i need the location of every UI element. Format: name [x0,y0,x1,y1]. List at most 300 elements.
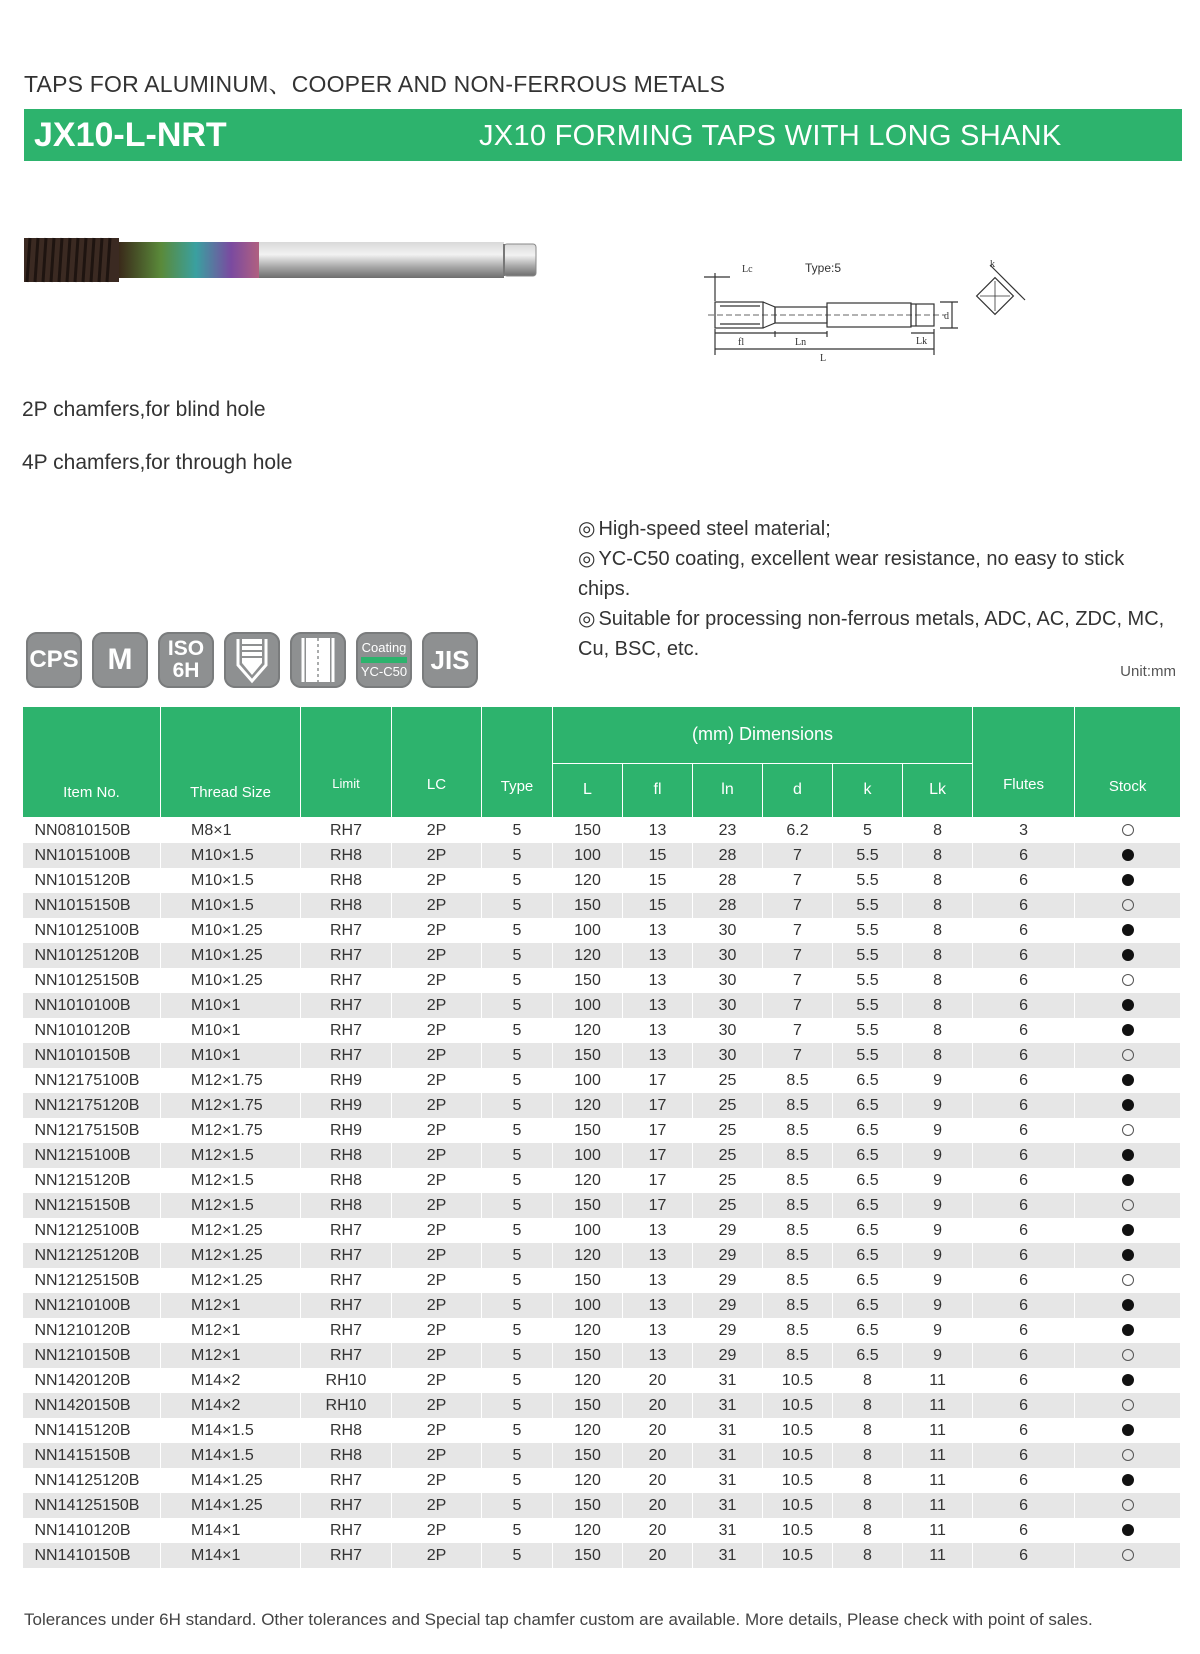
tap-product-image [22,230,542,290]
flutes-cell: 6 [973,1418,1075,1443]
l-cell: 100 [553,1293,623,1318]
d-cell: 7 [763,968,833,993]
limit-cell: RH7 [301,1318,392,1343]
lc-cell: 2P [392,1343,482,1368]
col-header-type: Type [482,707,553,818]
item-no-cell: NN1215150B [23,1193,161,1218]
lc-cell: 2P [392,893,482,918]
fl-cell: 20 [623,1468,693,1493]
thread-size-cell: M14×1.25 [161,1468,301,1493]
k-dim-label: k [990,259,995,270]
chamfer-through-text: 4P chamfers,for through hole [22,451,293,474]
thread-size-cell: M12×1 [161,1293,301,1318]
ln-cell: 29 [693,1343,763,1368]
stock-cell [1075,1218,1181,1243]
fl-dim-label: fl [738,337,745,348]
flutes-cell: 6 [973,1493,1075,1518]
flutes-cell: 6 [973,1118,1075,1143]
limit-cell: RH8 [301,1193,392,1218]
fl-cell: 15 [623,868,693,893]
item-no-cell: NN12175120B [23,1093,161,1118]
limit-cell: RH7 [301,1518,392,1543]
limit-cell: RH7 [301,918,392,943]
l-cell: 150 [553,893,623,918]
type-cell: 5 [482,1518,553,1543]
flutes-cell: 6 [973,893,1075,918]
table-row [23,1018,1181,1043]
thread-size-cell: M10×1.5 [161,868,301,893]
fl-cell: 20 [623,1443,693,1468]
l-cell: 150 [553,1268,623,1293]
type-cell: 5 [482,843,553,868]
limit-cell: RH8 [301,1168,392,1193]
limit-cell: RH9 [301,1068,392,1093]
limit-cell: RH7 [301,968,392,993]
lc-cell: 2P [392,1268,482,1293]
table-row [23,1093,1181,1118]
type-cell: 5 [482,1343,553,1368]
table-row [23,893,1181,918]
feature-marker: ◎ [578,548,596,570]
lk-cell: 9 [903,1218,973,1243]
thread-size-cell: M10×1.25 [161,968,301,993]
ln-cell: 30 [693,993,763,1018]
k-cell: 6.5 [833,1293,903,1318]
m-badge: M [92,632,148,688]
k-cell: 5.5 [833,1018,903,1043]
feature-item [578,544,1178,604]
fl-cell: 13 [623,1268,693,1293]
fl-cell: 20 [623,1368,693,1393]
coating-bar [361,657,407,663]
spec-table [22,706,1181,1568]
lk-cell: 8 [903,943,973,968]
d-cell: 7 [763,943,833,968]
category-title: TAPS FOR ALUMINUM、COOPER AND NON-FERROUS METALS [24,71,726,97]
chamfer-blind-text: 2P chamfers,for blind hole [22,398,266,421]
thread-size-cell: M12×1.5 [161,1168,301,1193]
d-cell: 10.5 [763,1518,833,1543]
type-cell: 5 [482,1018,553,1043]
spec-badges [26,632,478,690]
ln-cell: 30 [693,918,763,943]
d-cell: 10.5 [763,1468,833,1493]
stock-cell [1075,1393,1181,1418]
ln-cell: 31 [693,1518,763,1543]
stock-cell [1075,993,1181,1018]
col-header-stock: Stock [1075,707,1181,818]
fl-cell: 13 [623,993,693,1018]
type-cell: 5 [482,1043,553,1068]
k-cell: 5 [833,818,903,844]
type-label: Type:5 [805,261,842,275]
lk-cell: 8 [903,1018,973,1043]
in-stock-icon [1122,1224,1134,1236]
ln-cell: 31 [693,1543,763,1568]
ln-cell: 29 [693,1268,763,1293]
table-row [23,1318,1181,1343]
k-cell: 5.5 [833,943,903,968]
lk-cell: 11 [903,1368,973,1393]
in-stock-icon [1122,1299,1134,1311]
col-header-lc: LC [392,707,482,818]
out-of-stock-icon [1122,824,1134,836]
stock-cell [1075,943,1181,968]
spec-table-body [23,818,1181,1569]
out-of-stock-icon [1122,1449,1134,1461]
iso-grade-label: 6H [172,659,200,682]
item-no-cell: NN10125120B [23,943,161,968]
limit-cell: RH8 [301,843,392,868]
l-cell: 150 [553,1043,623,1068]
table-row [23,1043,1181,1068]
flutes-cell: 6 [973,943,1075,968]
thread-size-cell: M12×1.25 [161,1243,301,1268]
fl-cell: 13 [623,1293,693,1318]
lk-cell: 8 [903,868,973,893]
lc-cell: 2P [392,1293,482,1318]
d-cell: 8.5 [763,1293,833,1318]
lc-cell: 2P [392,1193,482,1218]
stock-cell [1075,1193,1181,1218]
ln-cell: 25 [693,1168,763,1193]
type-cell: 5 [482,1118,553,1143]
flutes-cell: 6 [973,1293,1075,1318]
k-cell: 6.5 [833,1218,903,1243]
stock-cell [1075,1093,1181,1118]
in-stock-icon [1122,949,1134,961]
l-cell: 120 [553,1418,623,1443]
d-cell: 10.5 [763,1543,833,1568]
lc-cell: 2P [392,1043,482,1068]
stock-cell [1075,843,1181,868]
item-no-cell: NN1215100B [23,1143,161,1168]
fl-cell: 13 [623,968,693,993]
out-of-stock-icon [1122,1549,1134,1561]
l-dim-label: L [820,353,827,364]
k-cell: 6.5 [833,1068,903,1093]
ln-cell: 31 [693,1468,763,1493]
col-header-limit: Limit [301,707,392,818]
feature-text: Suitable for processing non-ferrous metals, ADC, AC, ZDC, MC, Cu, BSC, etc. [578,608,1165,660]
flutes-cell: 6 [973,1343,1075,1368]
in-stock-icon [1122,1249,1134,1261]
item-no-cell: NN1010100B [23,993,161,1018]
d-cell: 7 [763,843,833,868]
item-no-cell: NN1420150B [23,1393,161,1418]
type-cell: 5 [482,1093,553,1118]
lk-cell: 8 [903,968,973,993]
stock-cell [1075,1443,1181,1468]
item-no-cell: NN10125100B [23,918,161,943]
flutes-cell: 6 [973,918,1075,943]
in-stock-icon [1122,1024,1134,1036]
lc-cell: 2P [392,1143,482,1168]
flutes-cell: 6 [973,868,1075,893]
out-of-stock-icon [1122,1499,1134,1511]
stock-cell [1075,1068,1181,1093]
type-cell: 5 [482,1068,553,1093]
flutes-cell: 3 [973,818,1075,844]
k-cell: 5.5 [833,968,903,993]
ln-cell: 29 [693,1218,763,1243]
l-cell: 150 [553,968,623,993]
flutes-cell: 6 [973,993,1075,1018]
l-cell: 100 [553,843,623,868]
lk-cell: 9 [903,1268,973,1293]
stock-cell [1075,1018,1181,1043]
coating-label: Coating [361,640,407,655]
d-cell: 8.5 [763,1343,833,1368]
l-cell: 100 [553,1218,623,1243]
d-cell: 7 [763,1043,833,1068]
item-no-cell: NN12175100B [23,1068,161,1093]
fl-cell: 15 [623,893,693,918]
stock-cell [1075,1493,1181,1518]
stock-cell [1075,1143,1181,1168]
lc-cell: 2P [392,968,482,993]
table-row [23,1118,1181,1143]
limit-cell: RH7 [301,1468,392,1493]
through-hole-icon [290,632,346,688]
type-cell: 5 [482,1393,553,1418]
flutes-cell: 6 [973,1518,1075,1543]
type-cell: 5 [482,1318,553,1343]
l-cell: 120 [553,1168,623,1193]
lc-cell: 2P [392,1093,482,1118]
in-stock-icon [1122,1324,1134,1336]
feature-marker: ◎ [578,518,596,540]
stock-cell [1075,1468,1181,1493]
l-cell: 120 [553,1018,623,1043]
in-stock-icon [1122,1099,1134,1111]
lk-cell: 8 [903,843,973,868]
flutes-cell: 6 [973,1268,1075,1293]
l-cell: 120 [553,1243,623,1268]
thread-size-cell: M14×1.5 [161,1443,301,1468]
item-no-cell: NN12125150B [23,1268,161,1293]
k-cell: 5.5 [833,1043,903,1068]
k-cell: 6.5 [833,1268,903,1293]
in-stock-icon [1122,924,1134,936]
l-cell: 120 [553,1093,623,1118]
d-cell: 8.5 [763,1218,833,1243]
lk-cell: 11 [903,1493,973,1518]
d-cell: 10.5 [763,1418,833,1443]
ln-cell: 31 [693,1493,763,1518]
fl-cell: 17 [623,1168,693,1193]
lc-cell: 2P [392,918,482,943]
d-cell: 6.2 [763,818,833,844]
limit-cell: RH7 [301,1293,392,1318]
ln-cell: 25 [693,1093,763,1118]
lk-cell: 11 [903,1418,973,1443]
out-of-stock-icon [1122,1274,1134,1286]
ln-cell: 29 [693,1293,763,1318]
in-stock-icon [1122,1174,1134,1186]
thread-size-cell: M10×1.25 [161,918,301,943]
col-header-k: k [833,763,903,817]
table-row [23,1143,1181,1168]
stock-cell [1075,818,1181,844]
table-row [23,1518,1181,1543]
type-cell: 5 [482,1493,553,1518]
feature-marker: ◎ [578,608,596,630]
type-cell: 5 [482,1243,553,1268]
table-row [23,1168,1181,1193]
lc-cell: 2P [392,1443,482,1468]
lk-cell: 9 [903,1118,973,1143]
table-row [23,1393,1181,1418]
k-cell: 8 [833,1543,903,1568]
d-cell: 8.5 [763,1318,833,1343]
l-cell: 150 [553,1118,623,1143]
lc-cell: 2P [392,1393,482,1418]
item-no-cell: NN1410150B [23,1543,161,1568]
thread-size-cell: M10×1.5 [161,843,301,868]
limit-cell: RH8 [301,1443,392,1468]
limit-cell: RH8 [301,868,392,893]
l-cell: 100 [553,1068,623,1093]
table-row [23,993,1181,1018]
fl-cell: 13 [623,1343,693,1368]
k-cell: 8 [833,1493,903,1518]
table-row [23,1268,1181,1293]
flutes-cell: 6 [973,843,1075,868]
fl-cell: 13 [623,1243,693,1268]
col-header-thread: Thread Size [161,707,301,818]
out-of-stock-icon [1122,1049,1134,1061]
fl-cell: 17 [623,1143,693,1168]
ln-cell: 31 [693,1368,763,1393]
type-cell: 5 [482,943,553,968]
product-subtitle: JX10 FORMING TAPS WITH LONG SHANK [479,120,1062,152]
lk-cell: 11 [903,1468,973,1493]
fl-cell: 13 [623,1318,693,1343]
item-no-cell: NN1215120B [23,1168,161,1193]
table-row [23,1418,1181,1443]
l-cell: 120 [553,1518,623,1543]
k-cell: 6.5 [833,1343,903,1368]
l-cell: 150 [553,1443,623,1468]
thread-size-cell: M12×1.75 [161,1093,301,1118]
table-row [23,843,1181,868]
k-cell: 8 [833,1393,903,1418]
fl-cell: 20 [623,1418,693,1443]
lc-cell: 2P [392,843,482,868]
ln-cell: 23 [693,818,763,844]
item-no-cell: NN1420120B [23,1368,161,1393]
type-cell: 5 [482,1443,553,1468]
stock-cell [1075,1043,1181,1068]
ln-cell: 28 [693,868,763,893]
type-cell: 5 [482,968,553,993]
flutes-cell: 6 [973,1393,1075,1418]
flutes-cell: 6 [973,1143,1075,1168]
in-stock-icon [1122,999,1134,1011]
table-row [23,1443,1181,1468]
table-row [23,868,1181,893]
jis-badge: JIS [422,632,478,688]
lc-cell: 2P [392,1493,482,1518]
stock-cell [1075,893,1181,918]
lc-cell: 2P [392,1468,482,1493]
col-header-lk: Lk [903,763,973,817]
flutes-cell: 6 [973,1543,1075,1568]
col-header-l: L [553,763,623,817]
l-cell: 150 [553,1493,623,1518]
flutes-cell: 6 [973,1068,1075,1093]
type-cell: 5 [482,1268,553,1293]
l-cell: 150 [553,1193,623,1218]
cps-badge: CPS [26,632,82,688]
d-cell: 8.5 [763,1168,833,1193]
lc-cell: 2P [392,1318,482,1343]
unit-label: Unit:mm [1120,663,1176,680]
lk-cell: 9 [903,1243,973,1268]
thread-size-cell: M10×1.25 [161,943,301,968]
type-cell: 5 [482,893,553,918]
d-cell: 8.5 [763,1143,833,1168]
table-row [23,968,1181,993]
lc-cell: 2P [392,1118,482,1143]
lk-cell: 9 [903,1193,973,1218]
fl-cell: 13 [623,1018,693,1043]
flutes-cell: 6 [973,1443,1075,1468]
limit-cell: RH7 [301,1243,392,1268]
stock-cell [1075,1368,1181,1393]
d-cell: 8.5 [763,1193,833,1218]
stock-cell [1075,1543,1181,1568]
stock-cell [1075,1243,1181,1268]
in-stock-icon [1122,874,1134,886]
flutes-cell: 6 [973,1468,1075,1493]
lk-cell: 9 [903,1143,973,1168]
type-cell: 5 [482,1293,553,1318]
lc-cell: 2P [392,1518,482,1543]
stock-cell [1075,968,1181,993]
lk-cell: 9 [903,1343,973,1368]
fl-cell: 17 [623,1068,693,1093]
d-cell: 10.5 [763,1393,833,1418]
thread-size-cell: M12×1.25 [161,1218,301,1243]
in-stock-icon [1122,1149,1134,1161]
item-no-cell: NN1010150B [23,1043,161,1068]
col-header-d: d [763,763,833,817]
ln-cell: 30 [693,1043,763,1068]
col-header-flutes: Flutes [973,707,1075,818]
l-cell: 120 [553,1468,623,1493]
k-cell: 6.5 [833,1143,903,1168]
ln-cell: 31 [693,1393,763,1418]
fl-cell: 13 [623,1218,693,1243]
iso-label: ISO [167,637,205,660]
table-row [23,1243,1181,1268]
in-stock-icon [1122,849,1134,861]
d-cell: 10.5 [763,1493,833,1518]
out-of-stock-icon [1122,899,1134,911]
limit-cell: RH7 [301,1343,392,1368]
thread-size-cell: M14×2 [161,1368,301,1393]
type-cell: 5 [482,993,553,1018]
limit-cell: RH7 [301,1543,392,1568]
lk-cell: 8 [903,1043,973,1068]
col-header-dimensions: (mm) Dimensions [553,707,973,764]
k-cell: 8 [833,1468,903,1493]
lk-cell: 9 [903,1168,973,1193]
d-cell: 10.5 [763,1368,833,1393]
k-cell: 6.5 [833,1193,903,1218]
